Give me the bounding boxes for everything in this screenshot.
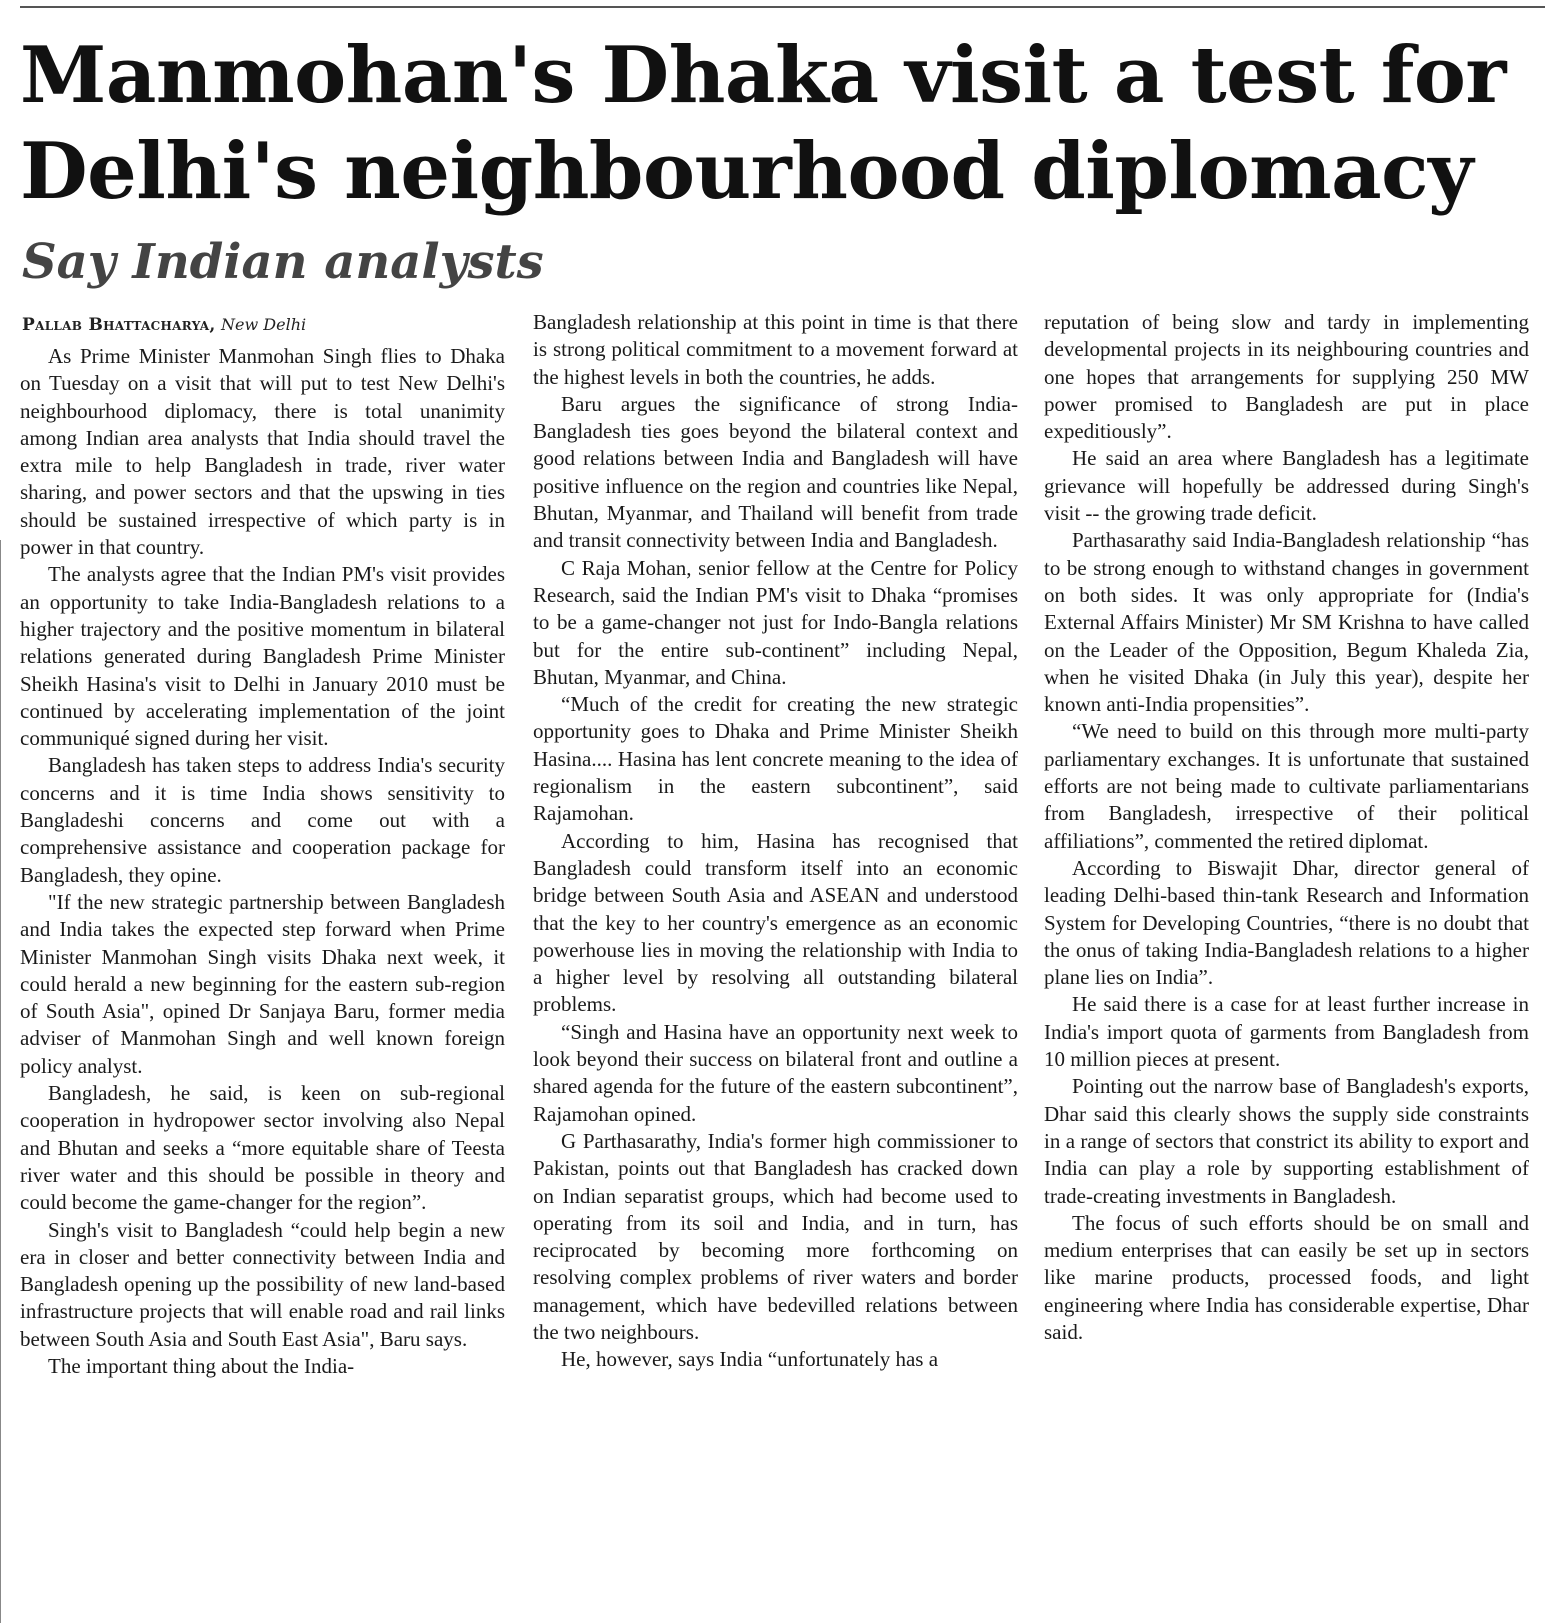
paragraph: “Singh and Hasina have an opportunity next week to look beyond their success on bilateral front and outline a shared agenda for the future of the eastern subcontinent”, Rajamohan opined. [533,1019,1018,1126]
byline-dateline: New Delhi [221,315,307,334]
paragraph: C Raja Mohan, senior fellow at the Centre for Policy Research, said the Indian PM's visit to Dhaka “promises to be a game-changer not just for Indo-Bangla relations but for the entire sub-continent” including Nepal, Bhutan, Myanmar, and China. [533,555,1018,689]
paragraph: reputation of being slow and tardy in implementing developmental projects in its neighbouring countries and one hopes that arrangements for supplying 250 MW power promised to Bangladesh are put in place expeditiously”. [1044,310,1529,444]
paragraph: G Parthasarathy, India's former high commissioner to Pakistan, points out that Bangladesh has cracked down on Indian separatist groups, which had become used to operating from its soil and India, and in turn, has reciprocated by becoming more forthcoming on resolving complex problems of river waters and border management, which have bedevilled relations between the two neighbours. [533,1128,1018,1344]
paragraph: He said an area where Bangladesh has a legitimate grievance will hopefully be addressed during Singh's visit -- the growing trade deficit. [1044,446,1529,526]
paragraph: The analysts agree that the Indian PM's visit provides an opportunity to take India-Bangladesh relations to a higher trajectory and the positive momentum in bilateral relations generated during Bangladesh Prime Minister Sheikh Hasina's visit to Delhi in January 2010 must be continued by accelerating implementation of the joint communiqué signed during her visit. [20,562,505,751]
article-column-2 [533,309,1018,1374]
paragraph: As Prime Minister Manmohan Singh flies to Dhaka on Tuesday on a visit that will put to test New Delhi's neighbourhood diplomacy, there is total unanimity among Indian area analysts that India should travel the extra mile to help Bangladesh in trade, river water sharing, and power sectors and that the upswing in ties should be sustained irrespective of which party is in power in that country. [20,344,505,560]
paragraph: Bangladesh, he said, is keen on sub-regional cooperation in hydropower sector involving also Nepal and Bhutan and seeks a “more equitable share of Teesta river water and this should be possible in theory and could become the game-changer for the region”. [20,1081,505,1215]
paragraph: Bangladesh has taken steps to address India's security concerns and it is time India shows sensitivity to Bangladeshi concerns and come out with a comprehensive assistance and cooperation package for Bangladesh, they opine. [20,753,505,887]
paragraph: The important thing about the India- [48,1353,355,1378]
paragraph: “We need to build on this through more multi-party parliamentary exchanges. It is unfortunate that sustained efforts are not being made to cultivate parliamentarians from Bangladesh, irrespective of their political affiliations”, commented the retired diplomat. [1044,719,1529,853]
paragraph: Pointing out the narrow base of Bangladesh's exports, Dhar said this clearly shows the supply side constraints in a range of sectors that constrict its ability to export and India can play a role by supporting establishment of trade-creating investments in Bangladesh. [1044,1074,1529,1208]
paragraph: The focus of such efforts should be on small and medium enterprises that can easily be set up in sectors like marine products, processed foods, and light engineering where India has considerable expertise, Dhar said. [1044,1210,1529,1344]
headline: Manmohan's Dhaka visit a test for Delhi's neighbourhood diplomacy [20,30,1506,217]
article-column-3 [1044,309,1529,1346]
left-edge-rule [0,540,1,1623]
subhead: Say Indian analysts [22,234,544,290]
article-column-1 [20,343,505,1380]
byline-author: Pallab Bhattacharya, [22,315,216,335]
paragraph: He said there is a case for at least further increase in India's import quota of garments from Bangladesh from 10 million pieces at present. [1044,992,1529,1072]
paragraph: "If the new strategic partnership between Bangladesh and India takes the expected step forward when Prime Minister Manmohan Singh visits Dhaka next week, it could herald a new beginning for the eastern sub-region of South Asia", opined Dr Sanjaya Baru, former media adviser of Manmohan Singh and well known foreign policy analyst. [20,889,505,1078]
paragraph: According to him, Hasina has recognised that Bangladesh could transform itself into an economic bridge between South Asia and ASEAN and understood that the key to her country's emergence as an economic powerhouse lies in moving the relationship with India to a higher level by resolving all outstanding bilateral problems. [533,828,1018,1017]
paragraph: Bangladesh relationship at this point in time is that there is strong political commitment to a movement forward at the highest levels in both the countries, he adds. [533,310,1018,389]
paragraph: Parthasarathy said India-Bangladesh relationship “has to be strong enough to withstand changes in government on both sides. It was only appropriate for (India's External Affairs Minister) Mr SM Krishna to have called on the Leader of the Opposition, Begum Khaleda Zia, when he visited Dhaka (in July this year), despite her known anti-India propensities”. [1044,528,1529,717]
paragraph: Baru argues the significance of strong India-Bangladesh ties goes beyond the bilateral context and good relations between India and Bangladesh will have positive influence on the region and countries like Nepal, Bhutan, Myanmar, and Thailand will benefit from trade and transit connectivity between India and Bangladesh. [533,391,1018,553]
byline [22,314,306,336]
top-rule [20,6,1545,8]
paragraph: Singh's visit to Bangladesh “could help begin a new era in closer and better connectivity between India and Bangladesh opening up the possibility of new land-based infrastructure projects that will enable road and rail links between South Asia and South East Asia", Baru says. [20,1217,505,1351]
paragraph: According to Biswajit Dhar, director general of leading Delhi-based thin-tank Research and Information System for Developing Countries, “there is no doubt that the onus of taking India-Bangladesh relations to a higher plane lies on India”. [1044,855,1529,990]
paragraph: He, however, says India “unfortunately has a [561,1347,939,1372]
paragraph: “Much of the credit for creating the new strategic opportunity goes to Dhaka and Prime Minister Sheikh Hasina.... Hasina has lent concrete meaning to the idea of regionalism in the eastern subcontinent”, said Rajamohan. [533,692,1018,826]
